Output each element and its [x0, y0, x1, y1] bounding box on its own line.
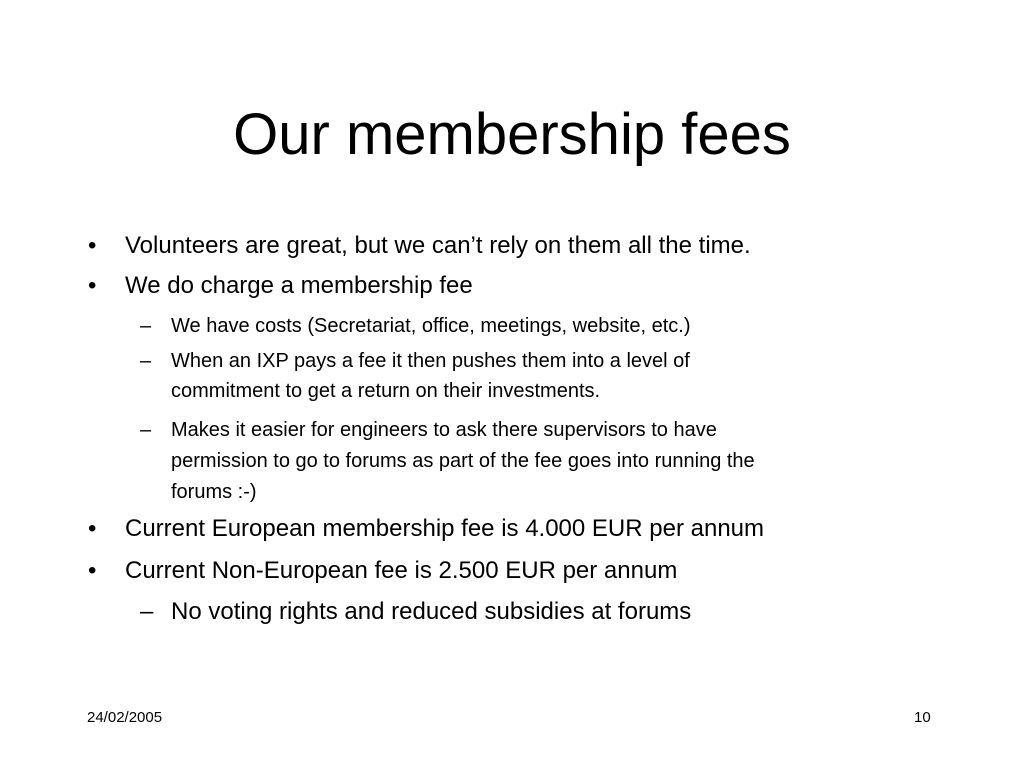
bullet-marker: •: [88, 557, 97, 584]
bullet-text: Current Non-European fee is 2.500 EUR per annum: [125, 557, 678, 584]
bullet-text: We do charge a membership fee: [125, 272, 473, 299]
sub-bullet-text: No voting rights and reduced subsidies at forums: [171, 598, 692, 625]
sub-bullet-text: permission to go to forums as part of the fee goes into running the: [171, 450, 755, 472]
sub-bullet-text: When an IXP pays a fee it then pushes them into a level of: [171, 350, 690, 372]
sub-bullet-text: We have costs (Secretariat, office, meetings, website, etc.): [171, 315, 691, 337]
sub-bullet-marker: –: [140, 598, 154, 625]
bullet-marker: •: [88, 232, 97, 259]
footer-page-number: 10: [914, 709, 931, 726]
bullet-marker: •: [88, 515, 97, 542]
sub-bullet-text: Makes it easier for engineers to ask there supervisors to have: [171, 419, 717, 441]
bullet-text: Volunteers are great, but we can’t rely on them all the time.: [125, 232, 751, 259]
bullet-text: Current European membership fee is 4.000 EUR per annum: [125, 515, 764, 542]
sub-bullet-text: commitment to get a return on their investments.: [171, 380, 601, 402]
sub-bullet-marker: –: [140, 419, 152, 441]
bullet-marker: •: [88, 272, 97, 299]
sub-bullet-marker: –: [140, 350, 152, 372]
sub-bullet-text: forums :-): [171, 481, 257, 503]
footer-date: 24/02/2005: [87, 709, 163, 726]
sub-bullet-marker: –: [140, 315, 152, 337]
slide-title: Our membership fees: [233, 102, 791, 167]
